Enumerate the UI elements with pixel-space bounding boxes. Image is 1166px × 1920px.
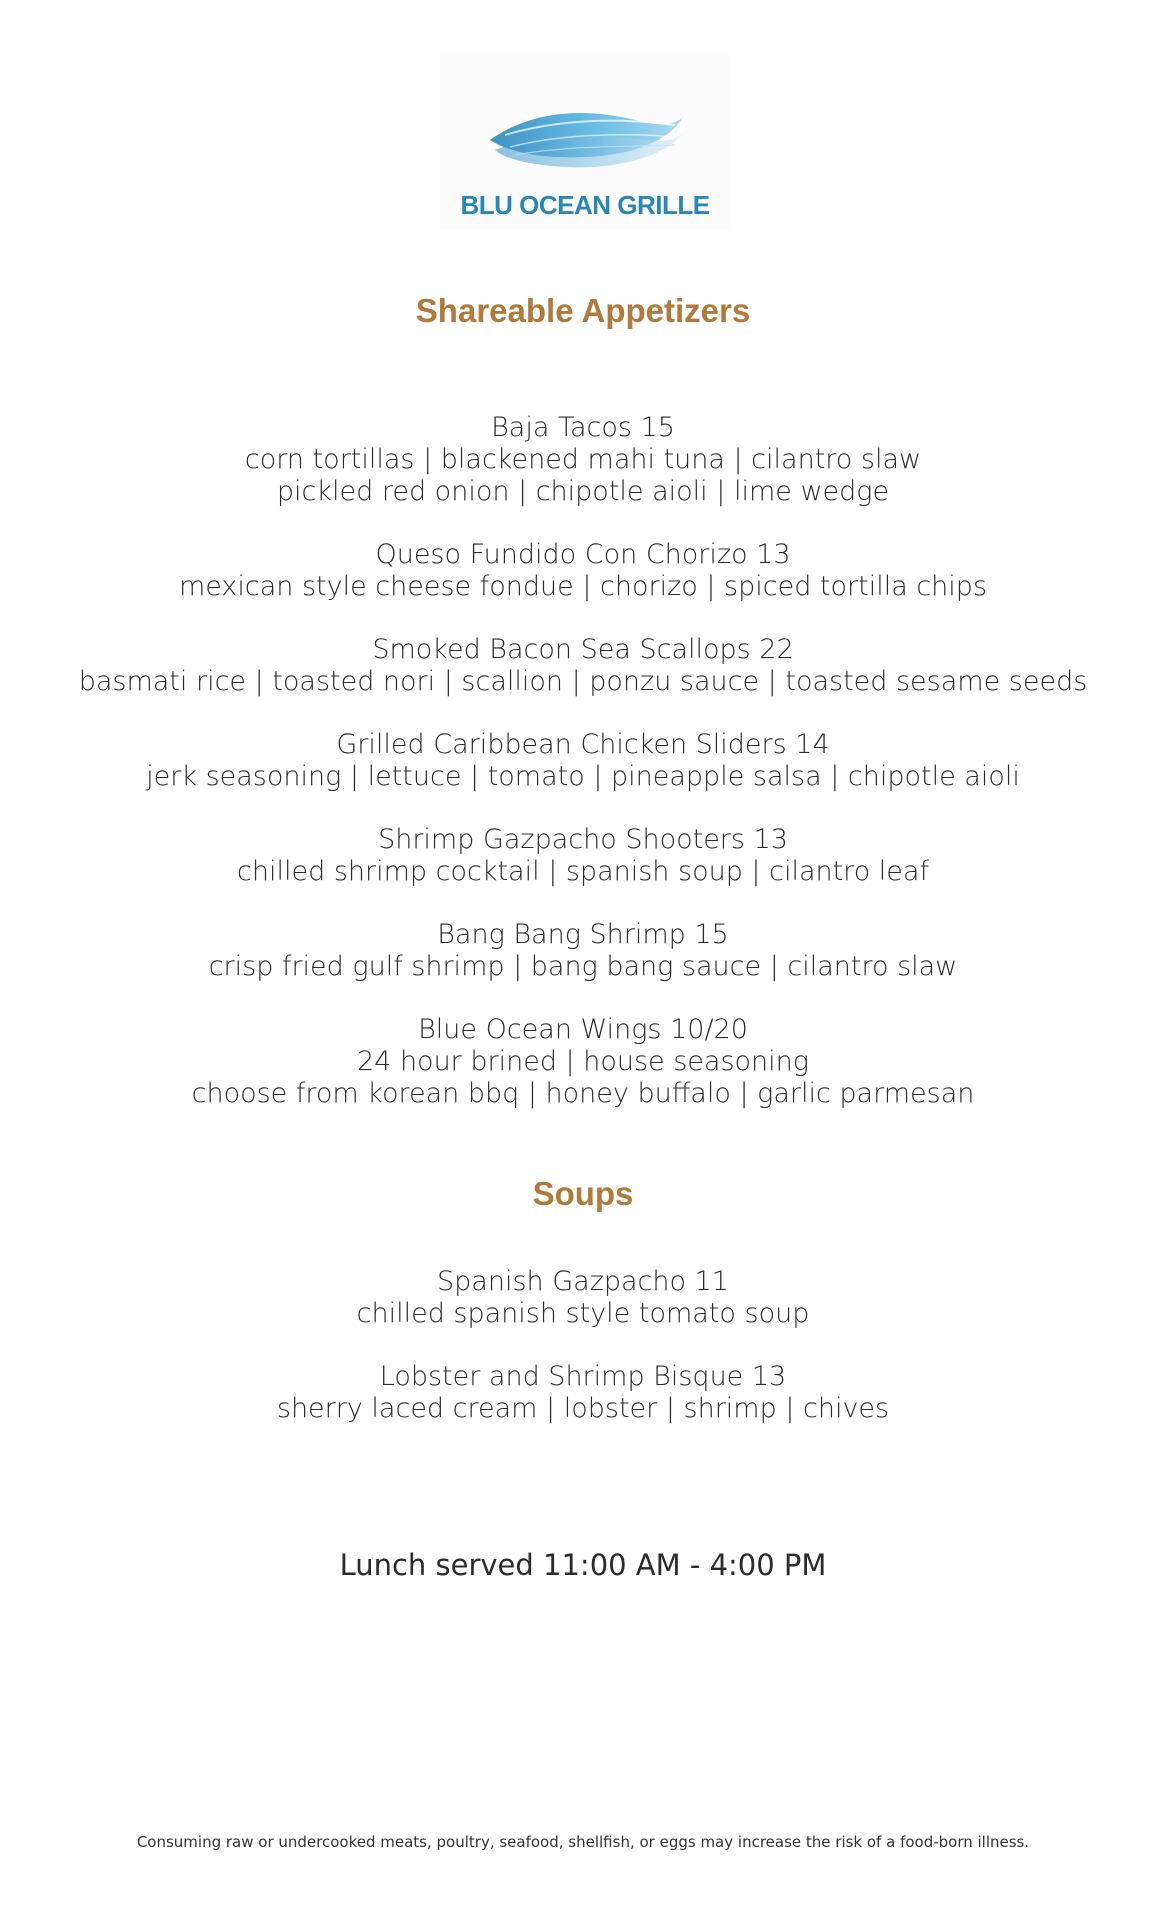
menu-item	[0, 729, 1166, 793]
menu-item	[0, 919, 1166, 983]
menu-item-name: Spanish Gazpacho 11	[437, 1266, 729, 1297]
menu-item-name: Blue Ocean Wings 10/20	[418, 1014, 748, 1045]
soups-list	[0, 1266, 1166, 1456]
menu-item	[0, 539, 1166, 603]
menu-item-name: Smoked Bacon Sea Scallops 22	[372, 634, 794, 665]
menu-item-description: basmati rice | toasted nori | scallion | ponzu sauce | toasted sesame seeds	[78, 666, 1088, 697]
section-title-soups: Soups	[532, 1175, 634, 1212]
menu-item-description: chilled spanish style tomato soup	[356, 1298, 810, 1329]
menu-item-description: 24 hour brined | house seasoning	[357, 1046, 809, 1077]
menu-item	[0, 824, 1166, 888]
menu-item-name: Lobster and Shrimp Bisque 13	[379, 1361, 787, 1392]
menu-item-name: Grilled Caribbean Chicken Sliders 14	[336, 729, 830, 760]
menu-item-description: corn tortillas | blackened mahi tuna | cilantro slaw	[244, 444, 922, 475]
restaurant-logo	[440, 55, 730, 230]
wave-logo-icon	[485, 95, 685, 195]
menu-item-description: sherry laced cream | lobster | shrimp | chives	[276, 1393, 890, 1424]
menu-item-description: crisp fried gulf shrimp | bang bang sauce | cilantro slaw	[208, 951, 958, 982]
menu-item-name: Baja Tacos 15	[491, 412, 675, 443]
menu-item-name: Shrimp Gazpacho Shooters 13	[378, 824, 788, 855]
section-title-appetizers: Shareable Appetizers	[415, 292, 751, 329]
logo-wordmark: BLU OCEAN GRILLE	[460, 190, 710, 220]
menu-item-description: jerk seasoning | lettuce | tomato | pineapple salsa | chipotle aioli	[146, 761, 1020, 792]
menu-item-description: choose from korean bbq | honey buffalo | garlic parmesan	[191, 1078, 975, 1109]
menu-item	[0, 634, 1166, 698]
menu-item	[0, 1266, 1166, 1330]
lunch-hours: Lunch served 11:00 AM - 4:00 PM	[339, 1548, 827, 1582]
appetizers-list	[0, 412, 1166, 1141]
menu-item	[0, 412, 1166, 508]
menu-item	[0, 1361, 1166, 1425]
menu-item-description: chilled shrimp cocktail | spanish soup | cilantro leaf	[237, 856, 929, 887]
food-safety-disclaimer: Consuming raw or undercooked meats, poultry, seafood, shellfish, or eggs may increase the risk of a food-born illness.	[136, 1833, 1030, 1851]
menu-item	[0, 1014, 1166, 1110]
menu-item-description: pickled red onion | chipotle aioli | lime wedge	[276, 476, 890, 507]
menu-item-description: mexican style cheese fondue | chorizo | spiced tortilla chips	[178, 571, 988, 602]
menu-item-name: Bang Bang Shrimp 15	[437, 919, 729, 950]
menu-item-name: Queso Fundido Con Chorizo 13	[375, 539, 791, 570]
